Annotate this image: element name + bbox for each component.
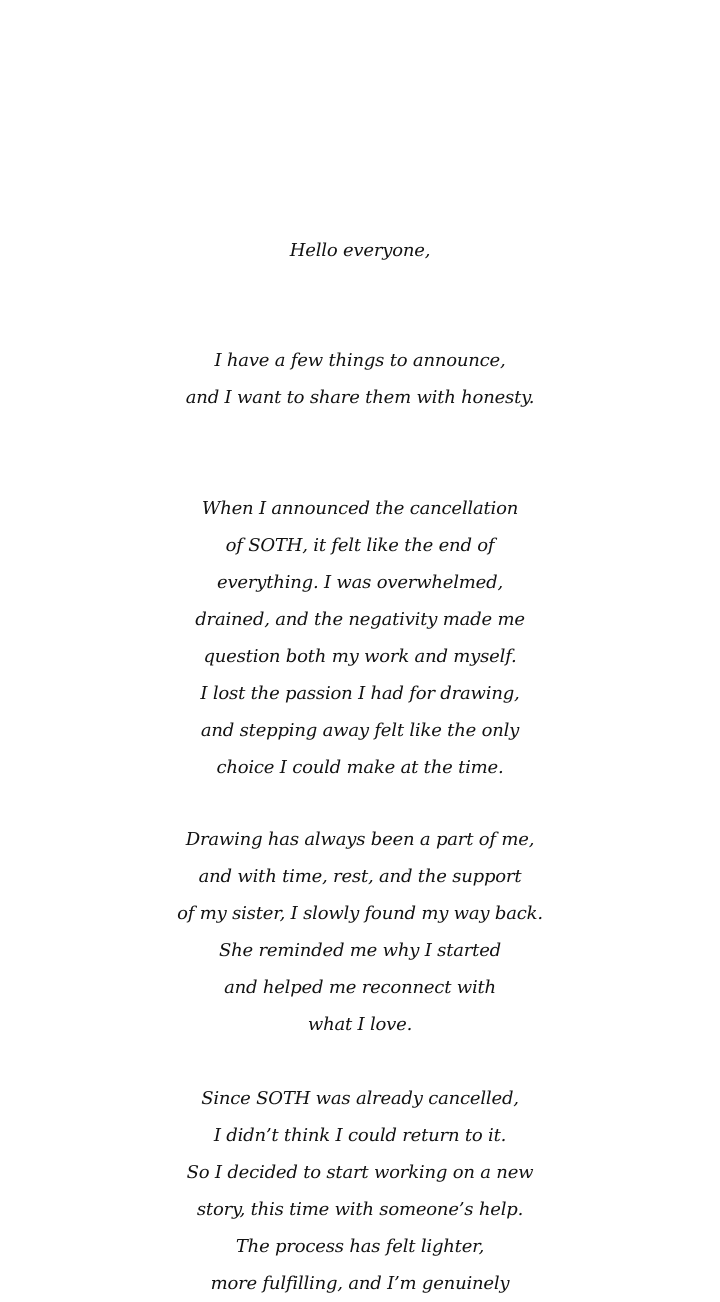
paragraph-line: So I decided to start working on a new: [186, 1162, 534, 1183]
paragraph-line: She reminded me why I started: [219, 940, 501, 961]
paragraph-line: and helped me reconnect with: [224, 977, 496, 998]
paragraph-line: of my sister, I slowly found my way back.: [177, 903, 543, 924]
paragraph-line: I lost the passion I had for drawing,: [200, 683, 520, 704]
paragraph-line: I didn’t think I could return to it.: [213, 1125, 507, 1146]
paragraph-line: and with time, rest, and the support: [198, 866, 522, 887]
paragraph-line: Since SOTH was already cancelled,: [201, 1088, 519, 1109]
paragraph-line: and stepping away felt like the only: [200, 720, 520, 741]
paragraph-line: choice I could make at the time.: [216, 757, 504, 778]
paragraph-line: drained, and the negativity made me: [195, 609, 525, 630]
intro-line: and I want to share them with honesty.: [185, 387, 535, 408]
paragraph-line: The process has felt lighter,: [235, 1236, 485, 1257]
intro-line: I have a few things to announce,: [214, 350, 506, 371]
paragraph-line: more fulfilling, and I’m genuinely: [210, 1273, 510, 1294]
paragraph-line: story, this time with someone’s help.: [196, 1199, 524, 1220]
paragraph-line: of SOTH, it felt like the end of: [225, 535, 495, 556]
paragraph-line: question both my work and myself.: [203, 646, 517, 667]
greeting-text: Hello everyone,: [289, 240, 431, 261]
paragraph-line: everything. I was overwhelmed,: [217, 572, 503, 593]
paragraph-line: what I love.: [307, 1014, 413, 1035]
paragraph-line: When I announced the cancellation: [201, 498, 519, 519]
paragraph-line: Drawing has always been a part of me,: [185, 829, 535, 850]
